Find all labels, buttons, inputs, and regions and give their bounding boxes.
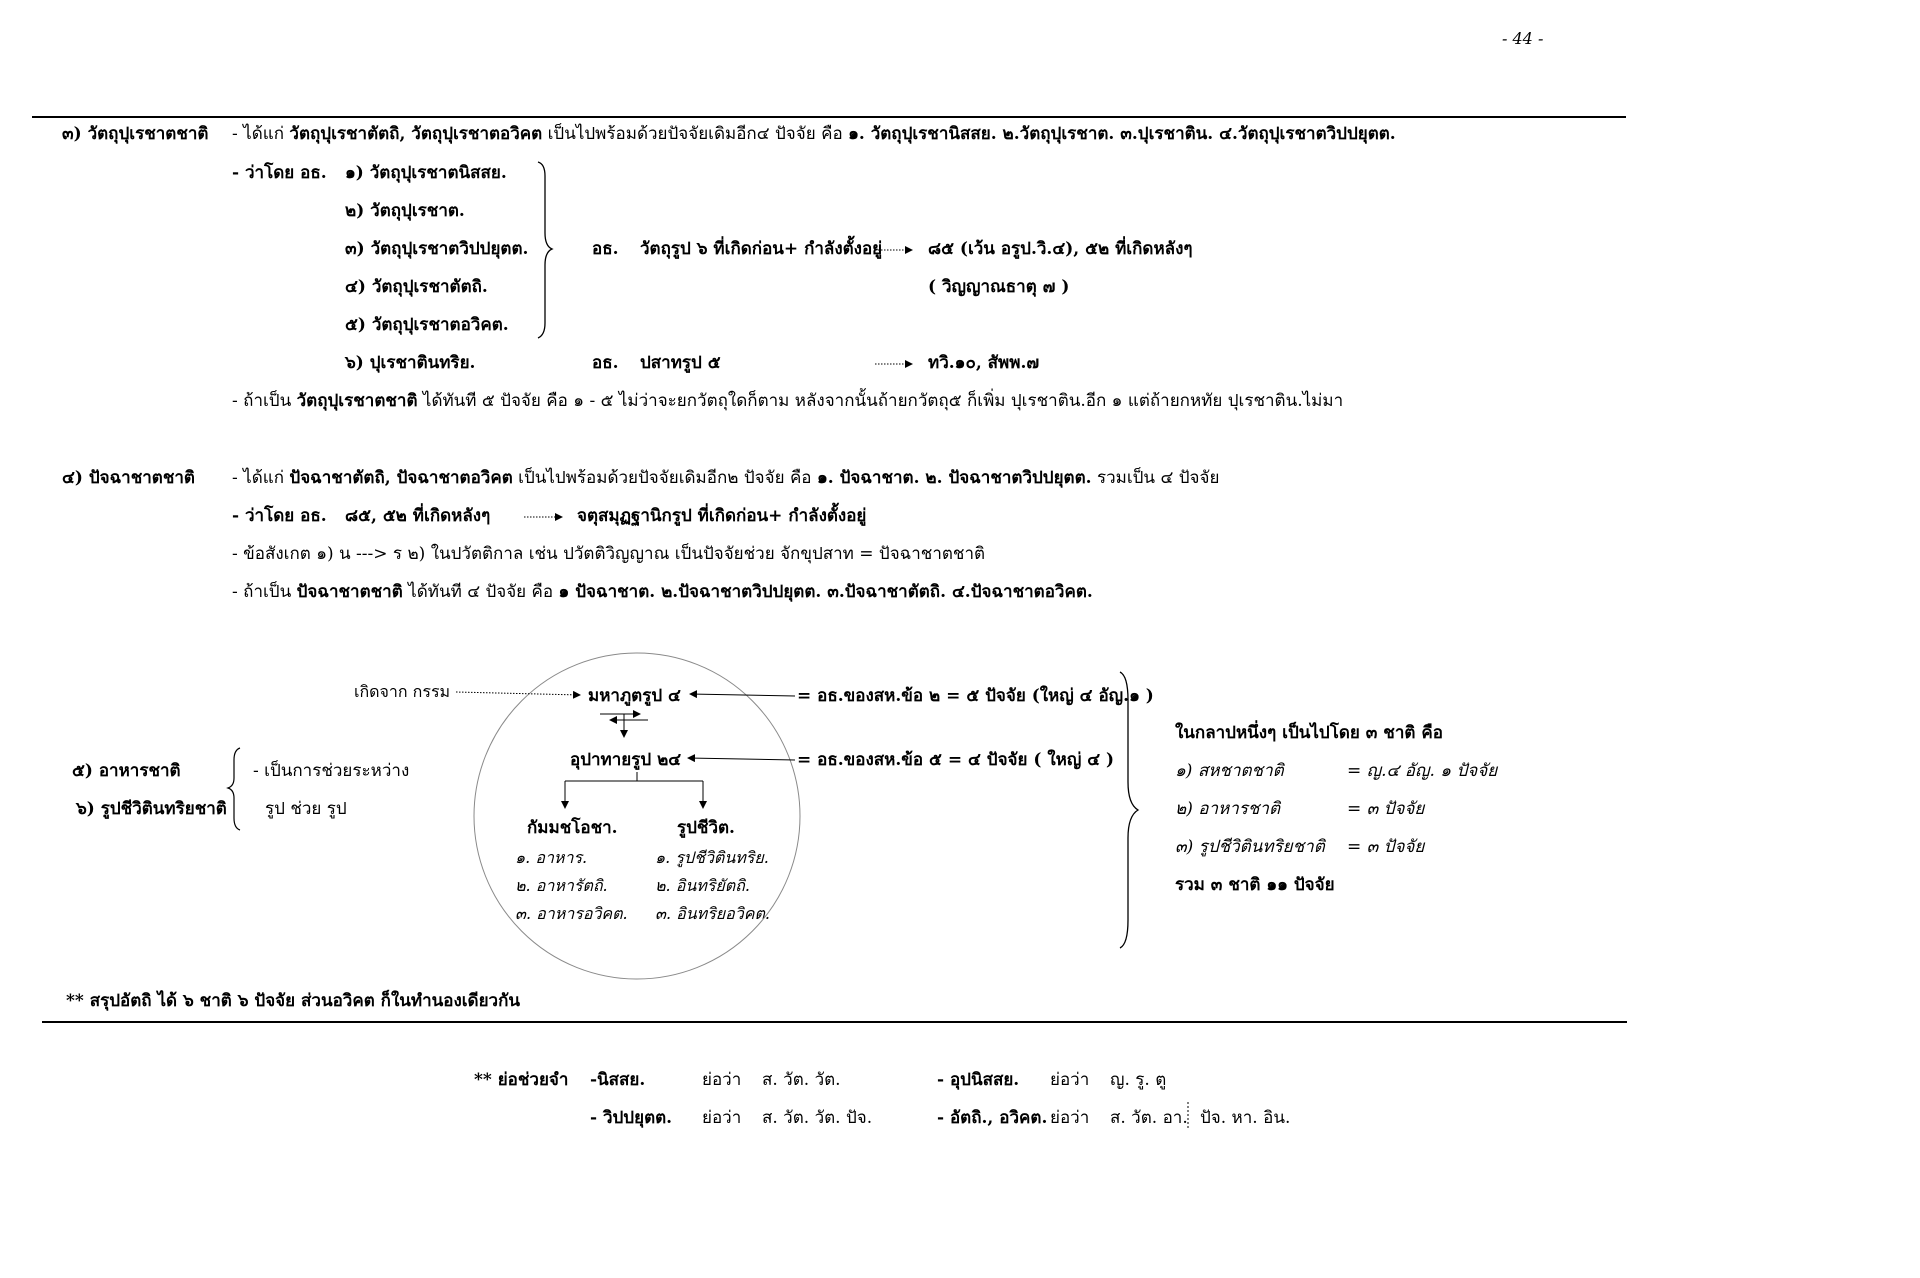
mnemonic-row-2-abbr-2: ส. วัต. อา. [1110, 1108, 1188, 1128]
page-number: - 44 - [1502, 29, 1544, 48]
summary-row-2-name: ๒) อาหารชาติ [1175, 799, 1281, 819]
section-3-item-6: ๖) ปุเรชาตินทริย. [345, 353, 476, 373]
section-3-by-label: - ว่าโดย อธ. [232, 163, 327, 183]
section-3-item-1: ๑) วัตถุปุเรชาตนิสสย. [345, 163, 507, 183]
section-3-result-1: ๘๕ (เว้น อรูป.วิ.๔), ๕๒ ที่เกิดหลังๆ [928, 239, 1193, 259]
rupajivita-item-3: ๓. อินทริยอวิคต. [655, 904, 770, 923]
section-4-heading: ๔) ปัจฉาชาตชาติ [62, 468, 195, 488]
section-3-heading: ๓) วัตถุปุเรชาตชาติ [62, 124, 209, 144]
note-prefix: - ถ้าเป็น [232, 391, 297, 411]
section-3-item-2: ๒) วัตถุปุเรชาต. [345, 201, 465, 221]
section-3-adh-2-label: อธ. [592, 353, 619, 373]
mnemonic-label: ** ย่อช่วยจำ [474, 1070, 569, 1090]
equation-2-arrow [688, 758, 795, 760]
mnemonic-row-1-abbr-word: ย่อว่า [702, 1070, 742, 1090]
summary-head: ในกลาปหนึ่งๆ เป็นไปโดย ๓ ชาติ คือ [1175, 723, 1443, 743]
section-5-6-desc-2: รูป ช่วย รูป [265, 799, 347, 819]
intro-list: ๑. ปัจฉาชาต. ๒. ปัจฉาชาตวิปปยุตต. [816, 468, 1092, 488]
section-3-brace [538, 162, 552, 338]
section-3-item-4: ๔) วัตถุปุเรชาตัตถิ. [345, 277, 488, 297]
section-6-heading: ๖) รูปชีวิตินทริยชาติ [76, 799, 227, 819]
mnemonic-row-2-abbr: ส. วัต. วัต. ปัจ. [762, 1108, 873, 1128]
section-3-adh-1: วัตถุรูป ๖ ที่เกิดก่อน+ กำลังตั้งอยู่ [640, 239, 883, 259]
mnemonic-row-1-term-2: - อุปนิสสย. [937, 1070, 1020, 1090]
section-4-by-label: - ว่าโดย อธ. [232, 506, 327, 526]
conclusion: ** สรุปอัตถิ ได้ ๖ ชาติ ๖ ปัจจัย ส่วนอวิคต ก็ในทำนองเดียวกัน [66, 991, 521, 1011]
kammaja-oja-item-1: ๑. อาหาร. [515, 848, 588, 867]
note-term: ปัจฉาชาตชาติ [296, 582, 403, 602]
section-3-adh-label: อธ. [592, 239, 619, 259]
summary-row-1-name: ๑) สหชาตชาติ [1175, 761, 1284, 781]
mnemonic-row-2-term-2: - อัตถิ., อวิคต. [937, 1108, 1048, 1128]
section-4-observation: - ข้อสังเกต ๑) น ---> ร ๒) ในปวัตติกาล เช่น ปวัตติวิญญาณ เป็นปัจจัยช่วย จักขุปสาท = ปัจฉาชาตชาติ [232, 544, 986, 564]
origin-arrow [456, 692, 580, 695]
section-5-heading: ๕) อาหารชาติ [72, 761, 181, 781]
mnemonic-row-1-abbr: ส. วัต. วัต. [762, 1070, 841, 1090]
note-list: ๑ ปัจฉาชาต. ๒.ปัจฉาชาตวิปปยุตต. ๓.ปัจฉาชาตัตถิ. ๔.ปัจฉาชาตอวิคต. [558, 582, 1093, 602]
intro-total: รวมเป็น ๔ ปัจจัย [1091, 468, 1220, 488]
mnemonic-row-1-abbr-word-2: ย่อว่า [1050, 1070, 1090, 1090]
summary-row-3-value: = ๓ ปัจจัย [1347, 837, 1425, 857]
mnemonic-row-2-abbr-word: ย่อว่า [702, 1108, 742, 1128]
mnemonic-row-1-term: -นิสสย. [590, 1070, 646, 1090]
intro-terms: ปัจฉาชาตัตถิ, ปัจฉาชาตอวิคต [289, 468, 513, 488]
equation-2: = อธ.ของสห.ข้อ ๕ = ๔ ปัจจัย ( ใหญ่ ๔ ) [797, 750, 1115, 770]
section-5-6-brace [228, 748, 240, 830]
summary-total: รวม ๓ ชาติ ๑๑ ปัจจัย [1175, 875, 1335, 895]
note-text: ได้ทันที ๕ ปัจจัย คือ ๑ - ๕ ไม่ว่าจะยกวัตถุใดก็ตาม หลังจากนั้นถ้ายกวัตถุ๕ ก็เพิ่ม ปุเรชาติน.อีก ๑ แต่ถ้ายกหทัย ปุเรชาติน.ไม่มา [417, 391, 1344, 411]
section-3-item-3: ๓) วัตถุปุเรชาตวิปปยุตต. [345, 239, 529, 259]
kammaja-oja-item-3: ๓. อาหารอวิคต. [515, 904, 628, 923]
summary-row-3-name: ๓) รูปชีวิตินทริยชาติ [1175, 837, 1325, 857]
kammaja-oja-head: กัมมชโอชา. [527, 818, 618, 838]
kammaja-oja-item-2: ๒. อาหารัตถิ. [515, 876, 608, 895]
mnemonic-row-2-term: - วิปปยุตต. [590, 1108, 673, 1128]
section-3-result-1-note: ( วิญญาณธาตุ ๗ ) [928, 277, 1070, 297]
intro-terms: วัตถุปุเรชาตัตถิ, วัตถุปุเรชาตอวิคต [289, 124, 543, 144]
origin-label: เกิดจาก กรรม [354, 682, 451, 701]
section-3-result-2: ทวิ.๑๐, สัพพ.๗ [928, 353, 1040, 373]
mnemonic-row-2-abbr-2b: ปัจ. หา. อิน. [1200, 1108, 1291, 1128]
note-term: วัตถุปุเรชาตชาติ [296, 391, 418, 411]
section-3-adh-2: ปสาทรูป ๕ [640, 353, 721, 373]
summary-row-2-value: = ๓ ปัจจัย [1347, 799, 1425, 819]
equation-1-arrow [690, 694, 795, 696]
rupajivita-head: รูปชีวิต. [677, 818, 735, 838]
summary-row-1-value: = ญ.๔ อัญ. ๑ ปัจจัย [1347, 761, 1498, 781]
rupajivita-item-2: ๒. อินทริยัตถิ. [655, 876, 750, 895]
intro-mid: เป็นไปพร้อมด้วยปัจจัยเดิมอีก๒ ปัจจัย คือ [512, 468, 812, 488]
note-mid: ได้ทันที ๔ ปัจจัย คือ [402, 582, 554, 602]
diagram-circle [474, 653, 800, 979]
summary-brace [1120, 672, 1138, 948]
upadaya-label: อุปาทายรูป ๒๔ [570, 750, 682, 770]
equation-1: = อธ.ของสห.ข้อ ๒ = ๕ ปัจจัย (ใหญ่ ๔ อัญ.๑ ) [797, 686, 1154, 706]
intro-prefix: - ได้แก่ [232, 124, 290, 144]
intro-prefix: - ได้แก่ [232, 468, 290, 488]
section-5-6-desc-1: - เป็นการช่วยระหว่าง [253, 761, 410, 781]
mahabhuta-label: มหาภูตรูป ๔ [588, 686, 681, 706]
section-4-by-a: ๘๕, ๕๒ ที่เกิดหลังๆ [345, 506, 491, 526]
rupajivita-item-1: ๑. รูปชีวิตินทริย. [655, 848, 769, 867]
note-prefix: - ถ้าเป็น [232, 582, 297, 602]
section-3-item-5: ๕) วัตถุปุเรชาตอวิคต. [345, 315, 509, 335]
intro-mid: เป็นไปพร้อมด้วยปัจจัยเดิมอีก๔ ปัจจัย คือ [542, 124, 843, 144]
mnemonic-row-1-abbr-2: ญ. รู. ตู [1110, 1070, 1167, 1090]
mnemonic-row-2-abbr-word-2: ย่อว่า [1050, 1108, 1090, 1128]
intro-list: ๑. วัตถุปุเรชานิสสย. ๒.วัตถุปุเรชาต. ๓.ปุเรชาติน. ๔.วัตถุปุเรชาตวิปปยุตต. [848, 124, 1396, 144]
section-4-by-b: จตุสมุฏฐานิกรูป ที่เกิดก่อน+ กำลังตั้งอยู่ [577, 506, 867, 526]
